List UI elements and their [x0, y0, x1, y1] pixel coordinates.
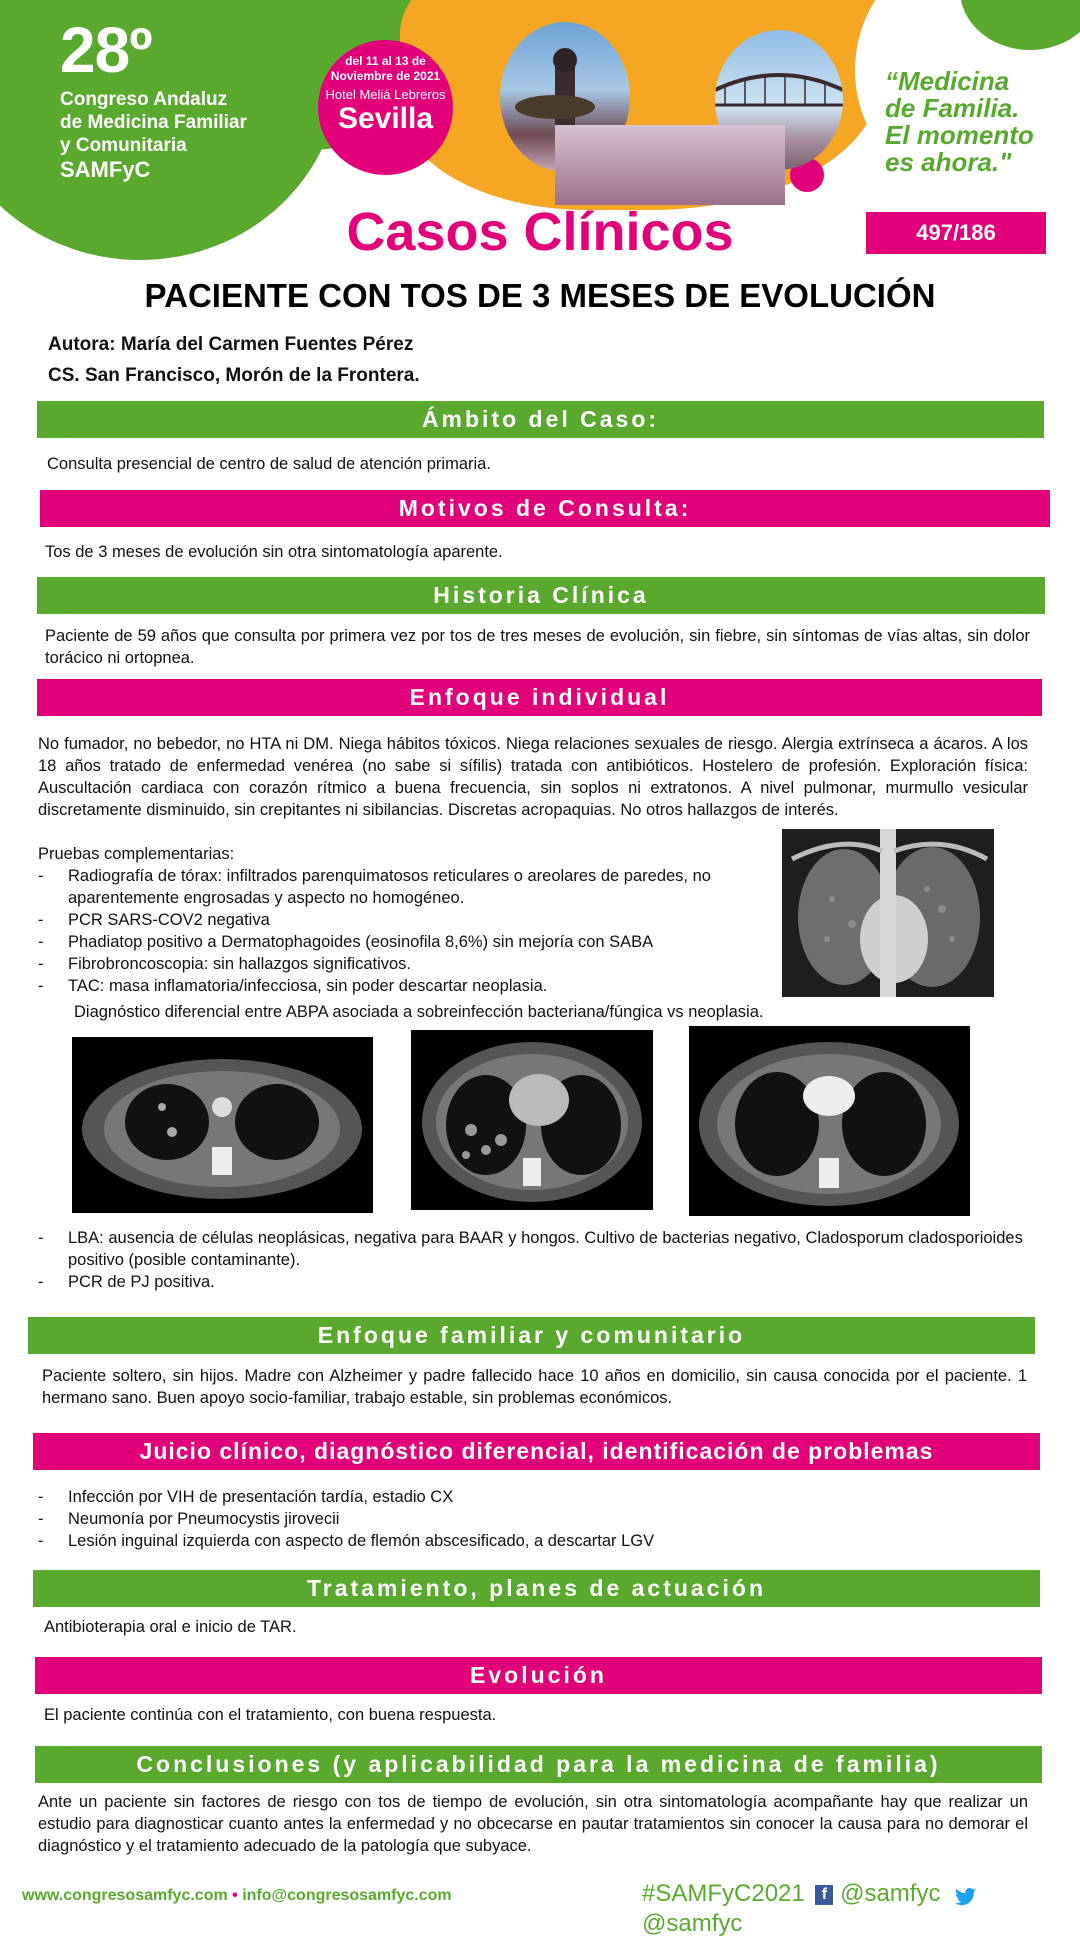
section-heading-ambito: Ámbito del Caso:: [37, 401, 1044, 438]
section-heading-familiar: Enfoque familiar y comunitario: [28, 1317, 1035, 1354]
section-heading-tratamiento: Tratamiento, planes de actuación: [33, 1570, 1040, 1607]
list-item: - TAC: masa inflamatoria/infecciosa, sin poder descartar neoplasia.: [38, 975, 778, 997]
footer-website-link[interactable]: www.congresosamfyc.com: [22, 1887, 228, 1904]
diagnostico-diferencial: Diagnóstico diferencial entre ABPA asociada a sobreinfección bacteriana/fúngica vs neoplasia.: [74, 1003, 764, 1021]
list-item: - PCR SARS-COV2 negativa: [38, 909, 778, 931]
motivos-text: Tos de 3 meses de evolución sin otra sintomatología aparente.: [45, 543, 503, 561]
list-item: - PCR de PJ positiva.: [38, 1271, 1028, 1293]
footer-email-link[interactable]: info@congresosamfyc.com: [242, 1887, 452, 1904]
historia-text: Paciente de 59 años que consulta por primera vez por tos de tres meses de evolución, sin fiebre, sin síntomas de vías altas, sin dolor torácico ni ortopnea.: [45, 627, 1030, 667]
evolucion-text: El paciente continúa con el tratamiento, con buena respuesta.: [44, 1706, 497, 1724]
section-heading-historia: Historia Clínica: [37, 577, 1045, 614]
congress-name-line3: y Comunitaria: [60, 135, 187, 156]
pruebas-label: Pruebas complementarias:: [38, 845, 235, 863]
twitter-icon[interactable]: [955, 1885, 977, 1905]
city-photo-strip: [555, 125, 785, 205]
list-item: - Neumonía por Pneumocystis jirovecii: [38, 1508, 1028, 1530]
list-item: - Radiografía de tórax: infiltrados parenquimatosos reticulares o areolares de paredes, no aparentemente engrosadas y aspecto no homogéneo.: [38, 865, 798, 909]
footer-social: [642, 1879, 1080, 1939]
slogan-line1: “Medicina: [885, 66, 1010, 96]
health-center: CS. San Francisco, Morón de la Frontera.: [48, 365, 420, 386]
category-title: Casos Clínicos: [346, 202, 734, 262]
familiar-text: Paciente soltero, sin hijos. Madre con Alzheimer y padre fallecido hace 10 años en domicilio, sin causa conocida por el paciente. 1 hermano sano. Buen apoyo socio-familiar, trabajo estable, sin problemas económicos.: [42, 1367, 1027, 1407]
section-heading-juicio: Juicio clínico, diagnóstico diferencial, identificación de problemas: [33, 1433, 1040, 1470]
slogan-line3: El momento: [885, 120, 1034, 150]
ambito-text: Consulta presencial de centro de salud de atención primaria.: [47, 455, 491, 473]
footer-separator: •: [232, 1887, 238, 1904]
poster-code-badge: 497/186: [866, 212, 1046, 254]
pruebas-list-2: [38, 1227, 1028, 1293]
author: Autora: María del Carmen Fuentes Pérez: [48, 334, 414, 355]
date-badge: [318, 40, 453, 175]
list-item: - LBA: ausencia de células neoplásicas, negativa para BAAR y hongos. Cultivo de bacterias negativo, Cladosporum cladosporioides positivo (posible contaminante).: [38, 1227, 1028, 1271]
section-heading-motivos: Motivos de Consulta:: [40, 490, 1050, 527]
list-item: - Lesión inguinal izquierda con aspecto de flemón abscesificado, a descartar LGV: [38, 1530, 1028, 1552]
section-heading-conclusiones: Conclusiones (y aplicabilidad para la medicina de familia): [35, 1746, 1042, 1783]
slogan-line2: de Familia.: [885, 93, 1020, 123]
date-line1: del 11 al 13 de: [345, 54, 426, 68]
ct-scan-image-1: [72, 1037, 373, 1213]
list-item: - Fibrobroncoscopia: sin hallazgos significativos.: [38, 953, 778, 975]
footer-contact: [22, 1885, 452, 1907]
list-item: - Infección por VIH de presentación tardía, estadio CX: [38, 1486, 1028, 1508]
conclusiones-text: Ante un paciente sin factores de riesgo con tos de tiempo de evolución, sin otra sintomatología acompañante hay que realizar un estudio para diagnosticar cuanto antes la enfermedad y no obcecarse en pautar tratamientos sin conocer la causa para no demorar el diagnóstico y el tratamiento adecuado de la patología que subyace.: [38, 1793, 1028, 1855]
ct-scan-image-2: [411, 1030, 653, 1210]
date-line2: Noviembre de 2021: [330, 69, 441, 83]
section-heading-evolucion: Evolución: [35, 1657, 1042, 1694]
city: Sevilla: [337, 102, 434, 135]
slogan: [885, 68, 1034, 176]
juicio-list: [38, 1486, 1028, 1552]
footer-hashtag: #SAMFyC2021: [642, 1880, 805, 1907]
slogan-line4: es ahora.": [885, 147, 1012, 177]
case-title: PACIENTE CON TOS DE 3 MESES DE EVOLUCIÓN: [144, 277, 936, 314]
facebook-icon[interactable]: f: [815, 1885, 833, 1905]
list-item: - Phadiatop positivo a Dermatophagoides (eosinofila 8,6%) sin mejoría con SABA: [38, 931, 778, 953]
congress-name-line2: de Medicina Familiar: [60, 112, 247, 133]
tratamiento-text: Antibioterapia oral e inicio de TAR.: [44, 1618, 297, 1636]
chest-xray-image: [782, 829, 994, 997]
edition-number: 28º: [60, 14, 152, 86]
section-heading-enfoque-individual: Enfoque individual: [37, 679, 1042, 716]
congress-logo: [60, 14, 247, 183]
pruebas-list: [38, 865, 778, 997]
enfoque-individual-text: No fumador, no bebedor, no HTA ni DM. Niega hábitos tóxicos. Niega relaciones sexuales de riesgo. Alergia extrínseca a ácaros. A los 18 años tratado de enfermedad venérea (no sabe si sífilis) tratada con antibióticos. Hostelero de profesión. Exploración física: Auscultación cardiaca con corazón rítmico a buena frecuencia, sin soplos ni extratonos. A nivel pulmonar, murmullo vesicular discretamente disminuido, sin crepitantes ni sibilancias. Discretas acropaquias. No otros hallazgos de interés.: [38, 735, 1028, 819]
footer-twitter-handle[interactable]: @samfyc: [642, 1910, 743, 1937]
ct-scan-image-3: [689, 1026, 970, 1216]
footer-facebook-handle[interactable]: @samfyc: [840, 1880, 941, 1907]
congress-name-line1: Congreso Andaluz: [60, 89, 228, 110]
venue: Hotel Meliá Lebreros: [325, 87, 446, 102]
congress-name-line4: SAMFyC: [60, 157, 151, 182]
